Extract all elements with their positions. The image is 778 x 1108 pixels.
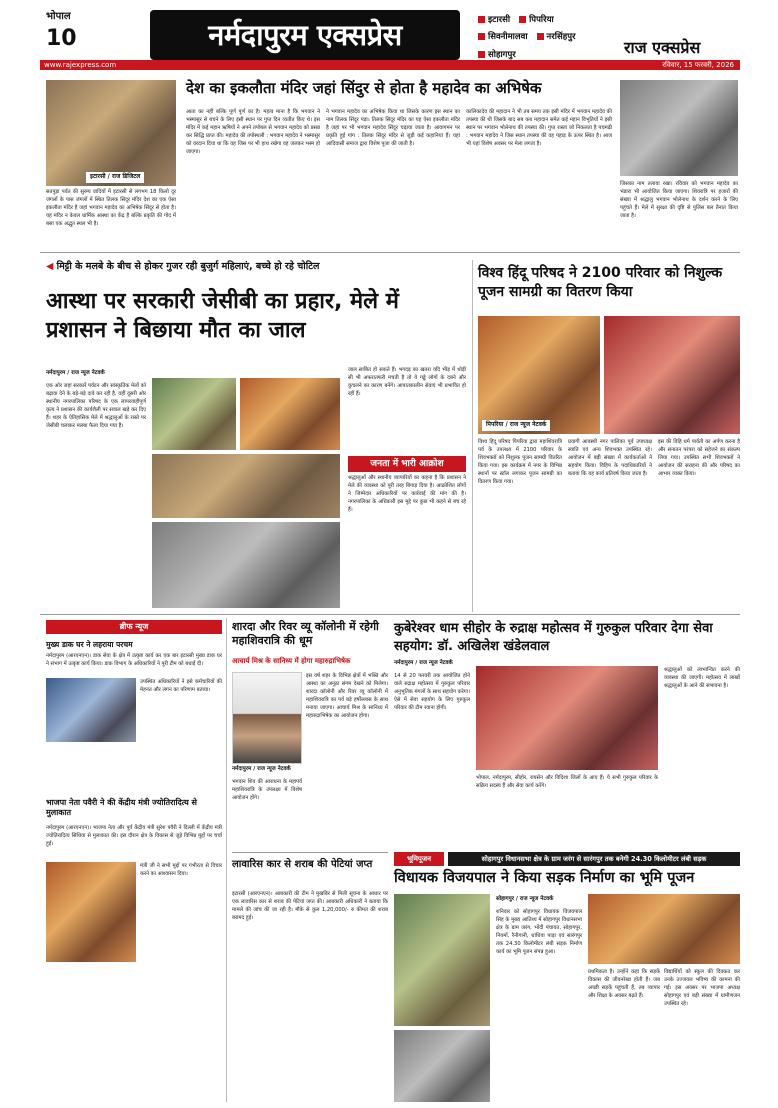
mela-photo-3 bbox=[152, 454, 340, 518]
story2-col1: एक ओर जहां सरकारें पर्यटन और सांस्कृतिक मेलों को बढ़ावा देने के बड़े-बड़े दावे कर रही है, वहीं दूसरी ओर स्थानीय नगरपालिका परिषद के एक लापरवाहीपूर्ण कृत्य ने प्रशासन की कार्यशैली पर सवाल खड़े कर दिए हैं। शहर के ऐतिहासिक मेले में श्रद्धालुओं के रास्ते पर जेसीबी चलाकर मलबा फैला दिया गया है। bbox=[46, 383, 146, 430]
story4-headline: शारदा और रिवर व्यू कॉलोनी में रहेगी महाशिवरात्रि की धूम bbox=[232, 620, 379, 647]
story4-text: इस वर्ष शहर के विभिन्न क्षेत्रों में भक्ति और आस्था का अनूठा संगम देखने को मिलेगा। शारदा कॉलोनी और रिवर व्यू कॉलोनी में महाशिवरात्रि का पर्व बड़े हर्षोल्लास के साथ मनाया जाएगा। आचार्य मिश्र के सानिध्य में महारुद्राभिषेक का आयोजन होगा। bbox=[306, 673, 388, 720]
edition-item: पिपरिया bbox=[519, 14, 554, 26]
story4-text-2: भगवान शिव की आराधना के महापर्व महाशिवरात्रि के उपलक्ष्य में विशेष आयोजन होंगे। bbox=[232, 779, 302, 802]
website-link[interactable]: www.rajexpress.com bbox=[44, 61, 117, 69]
post-office-photo bbox=[46, 678, 136, 742]
header-bar bbox=[40, 60, 740, 70]
story7-byline: सोहागपुर / राज न्यूज नेटवर्क bbox=[496, 896, 554, 902]
story7-kicker: सोहागपुर विधानसभा क्षेत्र के ग्राम जरंग से सारंगपुर तक बनेगी 24.30 किलोमीटर लंबी सड़क bbox=[448, 852, 740, 866]
photo-caption: इटारसी / राज डिजिटल bbox=[86, 172, 144, 183]
story1-col1: सतपुड़ा पर्वत की सुरम्य वादियों में इटारसी से लगभग 18 किलो दूर जंगलों के पास जंगलों में स्थित तिलक सिंदूर मंदिर देश का एक ऐसा इकलौता मंदिर है जहां भगवान महादेव का अभिषेक सिंदूर से होता है। यह मंदिर न केवल धार्मिक आस्था का केंद्र है बल्कि प्रकृति की गोद में बसा एक अद्भुत स्थल भी है। bbox=[46, 189, 176, 228]
column-divider bbox=[472, 260, 473, 612]
portrait-caption: नर्मदापुरम / राज न्यूज नेटवर्क bbox=[232, 766, 291, 772]
vhp-photo-1 bbox=[478, 316, 600, 434]
story3-headline: विश्व हिंदू परिषद ने 2100 परिवार को निशुल्क पूजन सामग्री का वितरण किया bbox=[478, 265, 723, 300]
brand-logo: राज एक्सप्रेस bbox=[624, 38, 701, 57]
story7-headline: विधायक विजयपाल ने किया सड़क निर्माण का भूमि पूजन bbox=[394, 870, 695, 886]
story2-byline: नर्मदापुरम / राज न्यूज नेटवर्क bbox=[46, 370, 105, 376]
story6-col1: 14 से 20 फरवरी तक आयोजित होने वाले रुद्राक्ष महोत्सव में गुरुकुल परिवार अनुभूतिक मंगलों के साथ सहयोग करेगा। ऐसे में सेवा सहयोग के लिए गुरुकुल परिवार की टीम रवाना होगी। bbox=[394, 673, 470, 712]
arrow-icon: ◀ bbox=[46, 261, 57, 272]
story6-col2: भोपाल, नर्मदापुरम, सीहोर, रायसेन और विदिशा जिलों के आए हैं। ये सभी गुरुकुल परिवार के सक्रिय सदस्य हैं और सेवा कार्य करेंगे। bbox=[476, 775, 658, 790]
divider bbox=[40, 614, 740, 615]
brief-title-2: भाजपा नेता पवैरी ने की केंद्रीय मंत्री ज्योतिरादित्य से मुलाकात bbox=[46, 798, 197, 818]
brief-text-1: नर्मदापुरम (आरएनएन)। डाक सेवा के क्षेत्र में उत्कृष्ट कार्य कर एक बार इटारसी मुख्य डाक घर ने संभाग में उत्कृष्ट कार्य किया। डाक विभाग के अधिकारियों ने पूरी टीम को बधाई दी। bbox=[46, 653, 222, 668]
road-photo-1 bbox=[394, 894, 490, 1026]
brief-title-1: मुख्य डाक घर ने लहराया परचम bbox=[46, 640, 133, 649]
story6-byline: नर्मदापुरम / राज न्यूज नेटवर्क bbox=[394, 660, 453, 666]
masthead-title: नर्मदापुरम एक्सप्रेस bbox=[150, 10, 460, 60]
story1-col4: कालिकादेव की महादान ने भी तब समय तक इसी मंदिर में भगवान महादेव की तपस्या की थी जिसके बाद सब कब महादान समेत कई महान विभूतियों ने इसी स्थान पर भगवान भोलेनाथ की तपस्या की। गुप्त रास्ता जो निकलता है पचमढ़ी : भगवान महादेव ने जिस स्थान तपस्या की वह पहाड़ के ऊपर स्थित है। आज भी यहां विशेष अवसर पर मेला लगता है। bbox=[466, 109, 612, 148]
gurukul-photo bbox=[476, 666, 658, 770]
brief-text-2: नर्मदापुरम (आरएनएन)। भाजपा नेता और पूर्व केंद्रीय मंत्री सुरेश पवैरी ने दिल्ली में केंद्रीय मंत्री ज्योतिरादित्य सिंधिया से मुलाकात की। इस दौरान क्षेत्र के विकास से जुड़े विभिन्न मुद्दों पर चर्चा हुई। bbox=[46, 825, 222, 848]
story5-headline: लावारिस कार से शराब की पेटियां जप्त bbox=[232, 859, 373, 870]
story5-text: इटारसी (आरएनएन)। आबकारी की टीम ने मुखबिर से मिली सूचना के आधार पर एक लावारिस कार से शराब की पेटियां जप्त की। आबकारी अधिकारी ने बताया कि मामले की जांच की जा रही है। मौके से कुल 1,20,000/- रु कीमत की शराब बरामद हुई। bbox=[232, 891, 388, 922]
edition-list bbox=[478, 14, 618, 66]
page-number: 10 bbox=[46, 26, 77, 51]
story1-col5: जिसका नाम तलाया रखा। रविवार को भगवान महादेव का भंडारा भी आयोजित किया जाएगा। शिवरात्रि पर हजारों की संख्या में श्रद्धालु भगवान भोलेनाथ के दर्शन करने के लिए पहुंचते हैं। मेले में सुरक्षा की दृष्टि से पुलिस बल तैनात किया जाता है। bbox=[620, 181, 738, 220]
story2-kicker: ◀ मिट्टी के मलबे के बीच से होकर गुजर रही बुजुर्ग महिलाएं, बच्चे हो रहे चोटिल bbox=[46, 261, 320, 272]
brief-news-label: ब्रीफ न्यूज bbox=[46, 620, 222, 634]
story1-col3: ने भगवान महादेव का अभिषेक किया था जिसके कारण इस स्थान का नाम तिलक सिंदूर पड़ा। तिलक सिंदूर मंदिर का यह ऐसा इकलौता मंदिर है जहां पर भी भगवान महादेव सिंदूर चढ़ाया जाता है। आवागमन पर प्रकृति हुई गांग : तिलक सिंदूर मंदिर से जुड़ी कई कहानियां हैं। यहां आदिवासी समाज द्वारा विशेष पूजा की जाती है। bbox=[326, 109, 460, 148]
story1-headline: देश का इकलौता मंदिर जहां सिंदुर से होता है महादेव का अभिषेक bbox=[186, 79, 542, 97]
story7-col3: विद्यार्थियों को स्कूल की दिक्कत कर उनके उज्जवल भविष्य की कामना की गई। इस अवसर पर भाजपा अध्यक्ष सोहागपुर एवं बड़ी संख्या में ग्रामीणजन उपस्थित रहे। bbox=[664, 969, 740, 1008]
acharya-portrait bbox=[232, 672, 302, 764]
story7-col2: प्रथमिकता है। उन्होंने कहा कि सड़कें विकास की जीवनरेखा होती हैं। जब अच्छी सड़कें पहुंचती हैं, तब व्यापार और शिक्षा के अवसर बढ़ते हैं। bbox=[588, 969, 660, 1000]
divider bbox=[40, 252, 740, 253]
meeting-photo bbox=[46, 862, 136, 962]
story3-col3: इस की विहि धर्म पार्वती का अर्पण करना है और सनातन परंपरा को सहेजने का संकल्प लिया गया। उपस्थित सभी शिवभक्तों ने आयोजन की सराहना की और परिषद का आभार व्यक्त किया। bbox=[658, 439, 740, 478]
story7-col1: शनिवार को सोहागपुर विधायक विजयपाल सिंह के मुख्य आतिथ्य में सोहागपुर विधानसभा क्षेत्र के ग्राम जरंग, भोंदी पंचायत, सोहागपुर, नियमों, रैनीगानी, धांधिया पाड़ा एवं सारंगपुर तक 24.30 किलोमीटर लंबी सड़क निर्माण कार्य का भूमि पूजन संपन्न हुआ। bbox=[496, 909, 582, 956]
story1-col2: आता का नहीं बल्कि पूर्ण पूर्ण का है। महत्व माना है कि भगवान ने भस्मासुर से बचने के लिए इसी स्थान पर गुप्त दिन व्यतीत किए थे। इस मंदिर में कई महान ऋषियों ने अपने तपोबल से भगवान महादेव को प्रसन्न कर सिद्धि प्राप्त की। महादेव की तपोस्थली : भगवान महादेव ने भस्मासुर को वरदान दिया था कि वह जिस पर भी हाथ रखेगा वह जलकर भस्म हो जाएगा। bbox=[186, 109, 320, 156]
edition-item: सोहागपुर bbox=[478, 49, 516, 61]
issue-date: रविवार, 15 फरवरी, 2026 bbox=[662, 61, 734, 69]
story2-col2: जाल साबित हो सकते हैं। भगदड़ का खतरा यदि भीड़ में थोड़ी सी भी अफरातफरी मचती है तो ये गड्ढे लोगों के दबने और कुचलने का कारण बनेंगे। आपातकालीन सेवाएं भी प्रभावित हो रही हैं। bbox=[348, 367, 466, 398]
bhoomipujan-label: भूमिपूजन bbox=[394, 852, 444, 866]
edition-item: सिवनीमालवा bbox=[478, 31, 528, 43]
temple-photo-right bbox=[620, 80, 738, 176]
edition-item: नरसिंहपुर bbox=[537, 31, 576, 43]
story2-headline: आस्था पर सरकारी जेसीबी का प्रहार, मेले में प्रशासन ने बिछाया मौत का जाल bbox=[46, 289, 399, 343]
column-divider bbox=[226, 618, 227, 1102]
vhp-photo-2 bbox=[604, 316, 740, 434]
city-label: भोपाल bbox=[46, 11, 71, 22]
story2-box-text: श्रद्धालुओं और स्थानीय व्यापारियों का कहना है कि प्रशासन ने मेले की व्यवस्था को पूरी तरह बिगाड़ दिया है। आक्रोशित लोगों ने जिम्मेदार अधिकारियों पर कार्रवाई की मांग की है। नगरपालिका के अधिकारी इस मुद्दे पर कुछ भी कहने से बच रहे हैं। bbox=[348, 475, 466, 514]
brief-text-1b: उपस्थित अधिकारियों ने इसे कर्मचारियों की मेहनत और लगन का परिणाम बताया। bbox=[140, 679, 222, 694]
story3-col1: विश्व हिंदू परिषद पिपरिया द्वारा महाशिवरात्रि पर्व के उपलक्ष्य में 2100 परिवार के शिवभक्तों को निशुल्क पूजन सामग्री वितरित किया गया। इस कार्यक्रम में नगर के विभिन्न स्थानों पर स्टॉल लगाकर पूजन सामग्री का वितरण किया गया। bbox=[478, 439, 562, 486]
mela-photo-4 bbox=[152, 522, 340, 608]
edition-item: इटारसी bbox=[478, 14, 510, 26]
brief-text-2b: मंत्री जी ने सभी मुद्दों पर गंभीरता से विचार करने का आश्वासन दिया। bbox=[140, 863, 222, 878]
temple-photo bbox=[46, 80, 176, 186]
mela-photo-1 bbox=[152, 378, 236, 450]
road-photo-3 bbox=[394, 1030, 490, 1102]
story6-headline: कुबेरेश्वर धाम सीहोर के रुद्राक्ष महोत्सव में गुरुकुल परिवार देगा सेवा सहयोग: डॉ. अखिलेश खंडेलवाल bbox=[394, 621, 713, 654]
story6-col3: श्रद्धालुओं को लाभान्वित करने की व्यवस्था की जाएगी। महोत्सव में लाखों श्रद्धालुओं के आने की संभावना है। bbox=[664, 667, 740, 690]
story4-sub: आचार्य मिश्र के सानिध्य में होगा महारुद्राभिषेक bbox=[232, 657, 351, 665]
photo-caption: पिपरिया / राज न्यूज नेटवर्क bbox=[482, 420, 550, 431]
road-photo-2 bbox=[588, 894, 740, 964]
mela-photo-2 bbox=[240, 378, 340, 450]
story3-col2: प्रयागी आवस्थी नगर पालिका पूर्व उपाध्यक्ष स्वाति एवं अन्य शिवभक्त उपस्थित रहे। आयोजन में बड़ी संख्या में कार्यकर्ताओं ने सहयोग किया। विहिप के पदाधिकारियों ने बताया कि यह कार्य प्रतिवर्ष किया जाता है। bbox=[568, 439, 652, 478]
story2-box-title: जनता में भारी आक्रोश bbox=[348, 456, 466, 472]
